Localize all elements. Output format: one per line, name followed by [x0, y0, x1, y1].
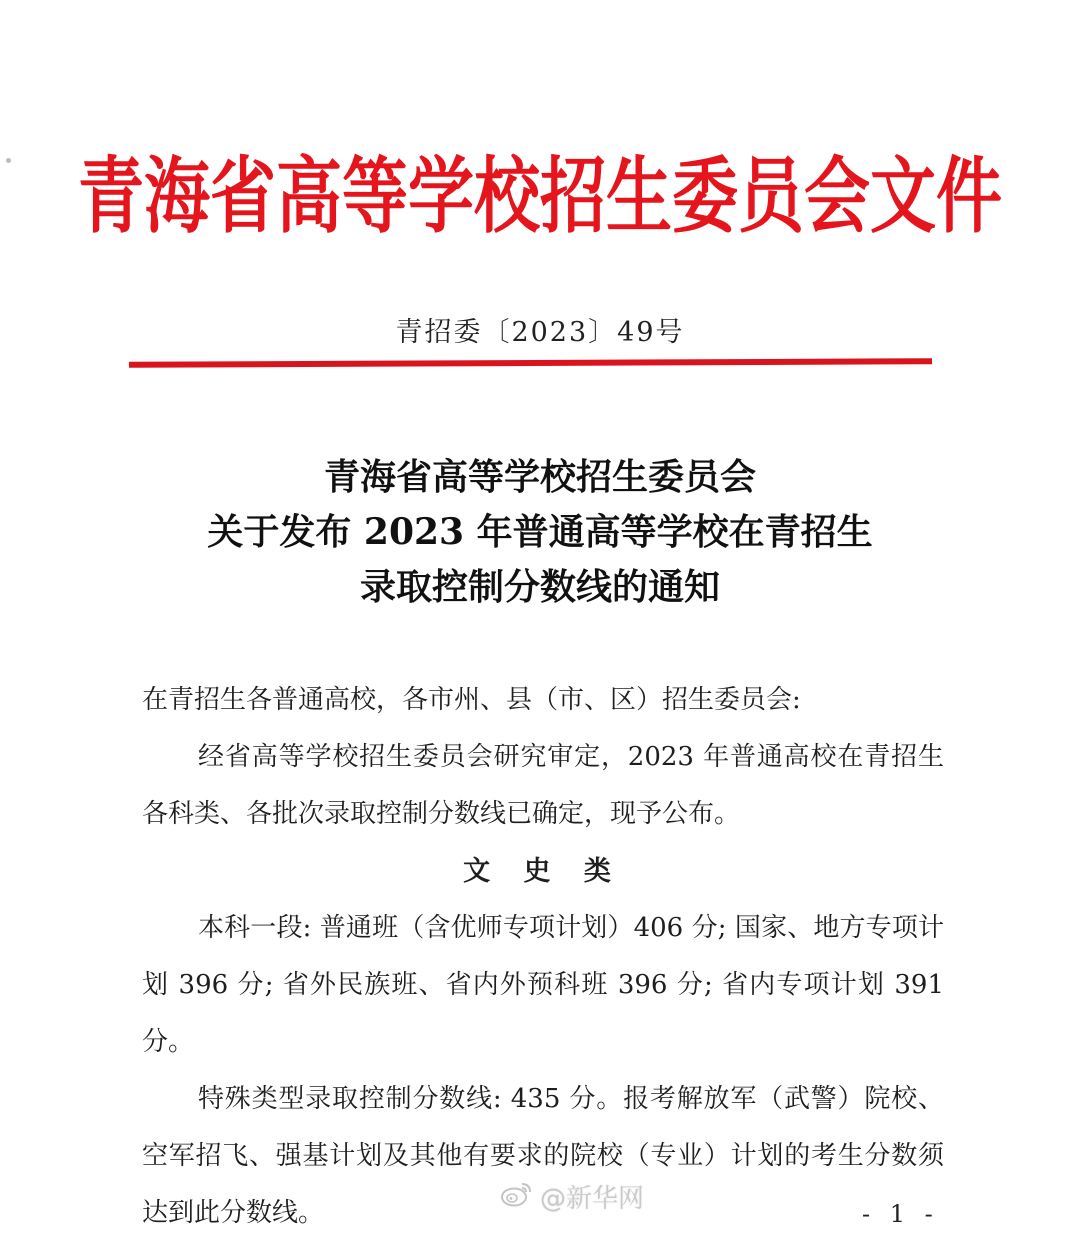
- special-type-paragraph: 特殊类型录取控制分数线: 435 分。报考解放军（武警）院校、空军招飞、强基计划及其他有要求的院校（专业）计划的考生分数须达到此分数线。: [142, 1084, 944, 1228]
- title-line-1: 青海省高等学校招生委员会: [323, 456, 756, 498]
- intro-paragraph: 经省高等学校招生委员会研究审定，2023 年普通高校在青招生各科类、各批次录取控制分数线已确定，现予公布。: [142, 742, 944, 829]
- page-number: - 1 -: [862, 1200, 939, 1228]
- salutation: 在青招生各普通高校，各市州、县（市、区）招生委员会:: [142, 685, 801, 715]
- watermark-text: @新华网: [540, 1184, 645, 1214]
- title-line-2: 关于发布 2023 年普通高等学校在青招生: [207, 511, 873, 553]
- weibo-icon: [500, 1178, 534, 1215]
- undergrad-tier1-paragraph: 本科一段: 普通班（含优师专项计划）406 分; 国家、地方专项计划 396 分; 省外民族班、省内外预科班 396 分; 省内专项计划 391 分。: [142, 913, 944, 1057]
- title-line-3: 录取控制分数线的通知: [359, 566, 720, 608]
- document-masthead: 青海省高等学校招生委员会文件: [78, 148, 1002, 245]
- notice-title: [0, 450, 1080, 615]
- red-rule-divider: [129, 358, 932, 368]
- document-number: 青招委〔2023〕49号: [395, 317, 685, 348]
- watermark: [500, 1178, 644, 1215]
- section-heading-liberal-arts: 文 史 类: [463, 856, 623, 887]
- notice-body: [142, 672, 944, 1242]
